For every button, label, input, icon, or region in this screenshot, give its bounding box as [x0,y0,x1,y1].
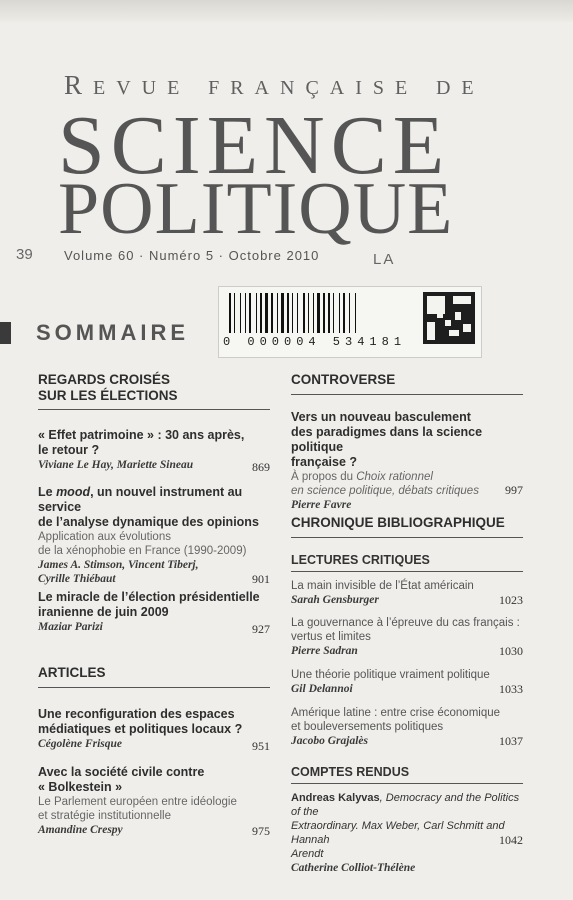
barcode-bar [245,293,246,333]
entry-title: La gouvernance à l’épreuve du cas français : vertus et limites [291,617,520,643]
barcode-bar [271,293,273,333]
divider [38,687,270,688]
entry-page: 951 [252,739,270,753]
toc-entry[interactable] [291,616,523,658]
entry-authors: Catherine Colliot-Thélène [291,862,416,874]
barcode-bar [349,293,350,333]
toc-entry[interactable] [291,579,523,607]
section-articles: ARTICLES [38,665,106,680]
volume-line: Volume 60 · Numéro 5 · Octobre 2010 [64,248,320,263]
toc-entry[interactable] [38,428,270,472]
divider [291,783,523,784]
qr-cell [463,324,471,332]
toc-entry[interactable] [291,410,523,512]
barcode-bar [281,293,284,333]
barcode-bar [277,293,278,333]
entry-title: Avec la société civile contre « Bolkestein » [38,765,205,794]
qr-cell [437,314,443,318]
section-regards-croises: REGARDS CROISÉS SUR LES ÉLECTIONS [38,372,178,403]
entry-title: Une théorie politique vraiment politique [291,669,490,681]
entry-page: 869 [252,460,270,474]
toc-entry[interactable] [38,590,270,634]
entry-title: « Effet patrimoine » : 30 ans après, le retour ? [38,428,245,457]
entry-page: 1042 [499,833,523,847]
section-chronique-bibliographique: CHRONIQUE BIBLIOGRAPHIQUE [291,515,505,530]
entry-page: 927 [252,622,270,636]
entry-subtitle: Application aux évolutions de la xénophobie en France (1990-2009) [38,531,247,557]
entry-authors: Maziar Parizi [38,621,103,633]
divider [38,409,270,410]
entry-authors: Cégolène Frisque [38,738,123,750]
entry-subtitle: À propos du Choix rationnel en science politique, débats critiques [291,471,479,497]
qr-cell [453,296,471,304]
qr-cell [445,320,451,326]
divider [291,571,523,572]
barcode-icon [229,293,414,333]
toc-entry[interactable] [38,485,270,586]
entry-title: Une reconfiguration des espaces médiatiques et politiques locaux ? [38,707,243,736]
entry-authors: Gil Delannoi [291,683,353,695]
barcode-bar [292,293,293,333]
masthead-science: SCIENCE [58,99,451,192]
barcode-bar [249,293,251,333]
handwritten-number: 39 [16,246,33,263]
barcode-bar [343,293,345,333]
entry-page: 901 [252,572,270,586]
handwritten-initials: LA [373,251,396,268]
entry-authors: Pierre Favre [291,499,352,511]
barcode-bar [313,293,314,333]
entry-page: 1037 [499,734,523,748]
entry-authors: Jacobo Grajalès [291,735,368,747]
sommaire-heading: SOMMAIRE [36,320,189,345]
entry-title: Le mood, un nouvel instrument au service de l’analyse dynamique des opinions [38,485,259,529]
divider [291,537,523,538]
barcode-bar [256,293,257,333]
entry-page: 997 [505,483,523,497]
toc-entry[interactable] [38,765,270,837]
barcode-bar [308,293,309,333]
barcode-bar [265,293,268,333]
entry-authors: Viviane Le Hay, Mariette Sineau [38,459,194,471]
entry-page: 975 [252,824,270,838]
barcode-bar [333,293,334,333]
qr-code-icon [423,292,475,344]
barcode-bar [297,293,298,333]
entry-authors: Pierre Sadran [291,645,358,657]
subsection-lectures-critiques: LECTURES CRITIQUES [291,553,430,567]
barcode-bar [323,293,325,333]
entry-authors: James A. Stimson, Vincent Tiberj, Cyrille Thiébaut [38,559,199,585]
divider [291,394,523,395]
entry-title: Andreas Kalyvas, Democracy and the Politics of the Extraordinary. Max Weber, Carl Schmitt and Hannah Arendt [291,792,520,860]
barcode-bar [234,293,235,333]
entry-page: 1023 [499,593,523,607]
entry-subtitle: Le Parlement européen entre idéologie et stratégie institutionnelle [38,796,237,822]
entry-page: 1033 [499,682,523,696]
section-marker [0,322,11,344]
barcode-label [218,286,482,358]
barcode-bar [260,293,262,333]
barcode-number: 0 000004 534181 [223,335,407,349]
toc-entry[interactable] [291,791,523,875]
toc-entry[interactable] [38,707,270,751]
barcode-bar [355,293,356,333]
entry-title: Le miracle de l’élection présidentielle iranienne de juin 2009 [38,590,260,619]
barcode-bar [328,293,330,333]
barcode-bar [229,293,231,333]
scan-edge [0,0,573,22]
qr-cell [427,296,445,314]
qr-cell [427,322,435,340]
barcode-bar [339,293,340,333]
barcode-bar [287,293,289,333]
section-controverse: CONTROVERSE [291,372,396,387]
subsection-comptes-rendus: COMPTES RENDUS [291,765,410,779]
barcode-bar [303,293,305,333]
entry-title: Vers un nouveau basculement des paradigmes dans la science politique française ? [291,410,483,469]
toc-entry[interactable] [291,668,523,696]
entry-page: 1030 [499,644,523,658]
masthead-line1: REVUE FRANÇAISE DE [64,70,485,100]
barcode-bar [317,293,320,333]
barcode-bar [240,293,241,333]
entry-authors: Amandine Crespy [38,824,123,836]
qr-cell [455,312,461,320]
entry-authors: Sarah Gensburger [291,594,379,606]
entry-title: La main invisible de l’État américain [291,580,474,592]
qr-cell [449,330,459,336]
toc-entry[interactable] [291,706,523,748]
masthead-politique: POLITIQUE [58,168,454,250]
entry-title: Amérique latine : entre crise économique et bouleversements politiques [291,707,501,733]
